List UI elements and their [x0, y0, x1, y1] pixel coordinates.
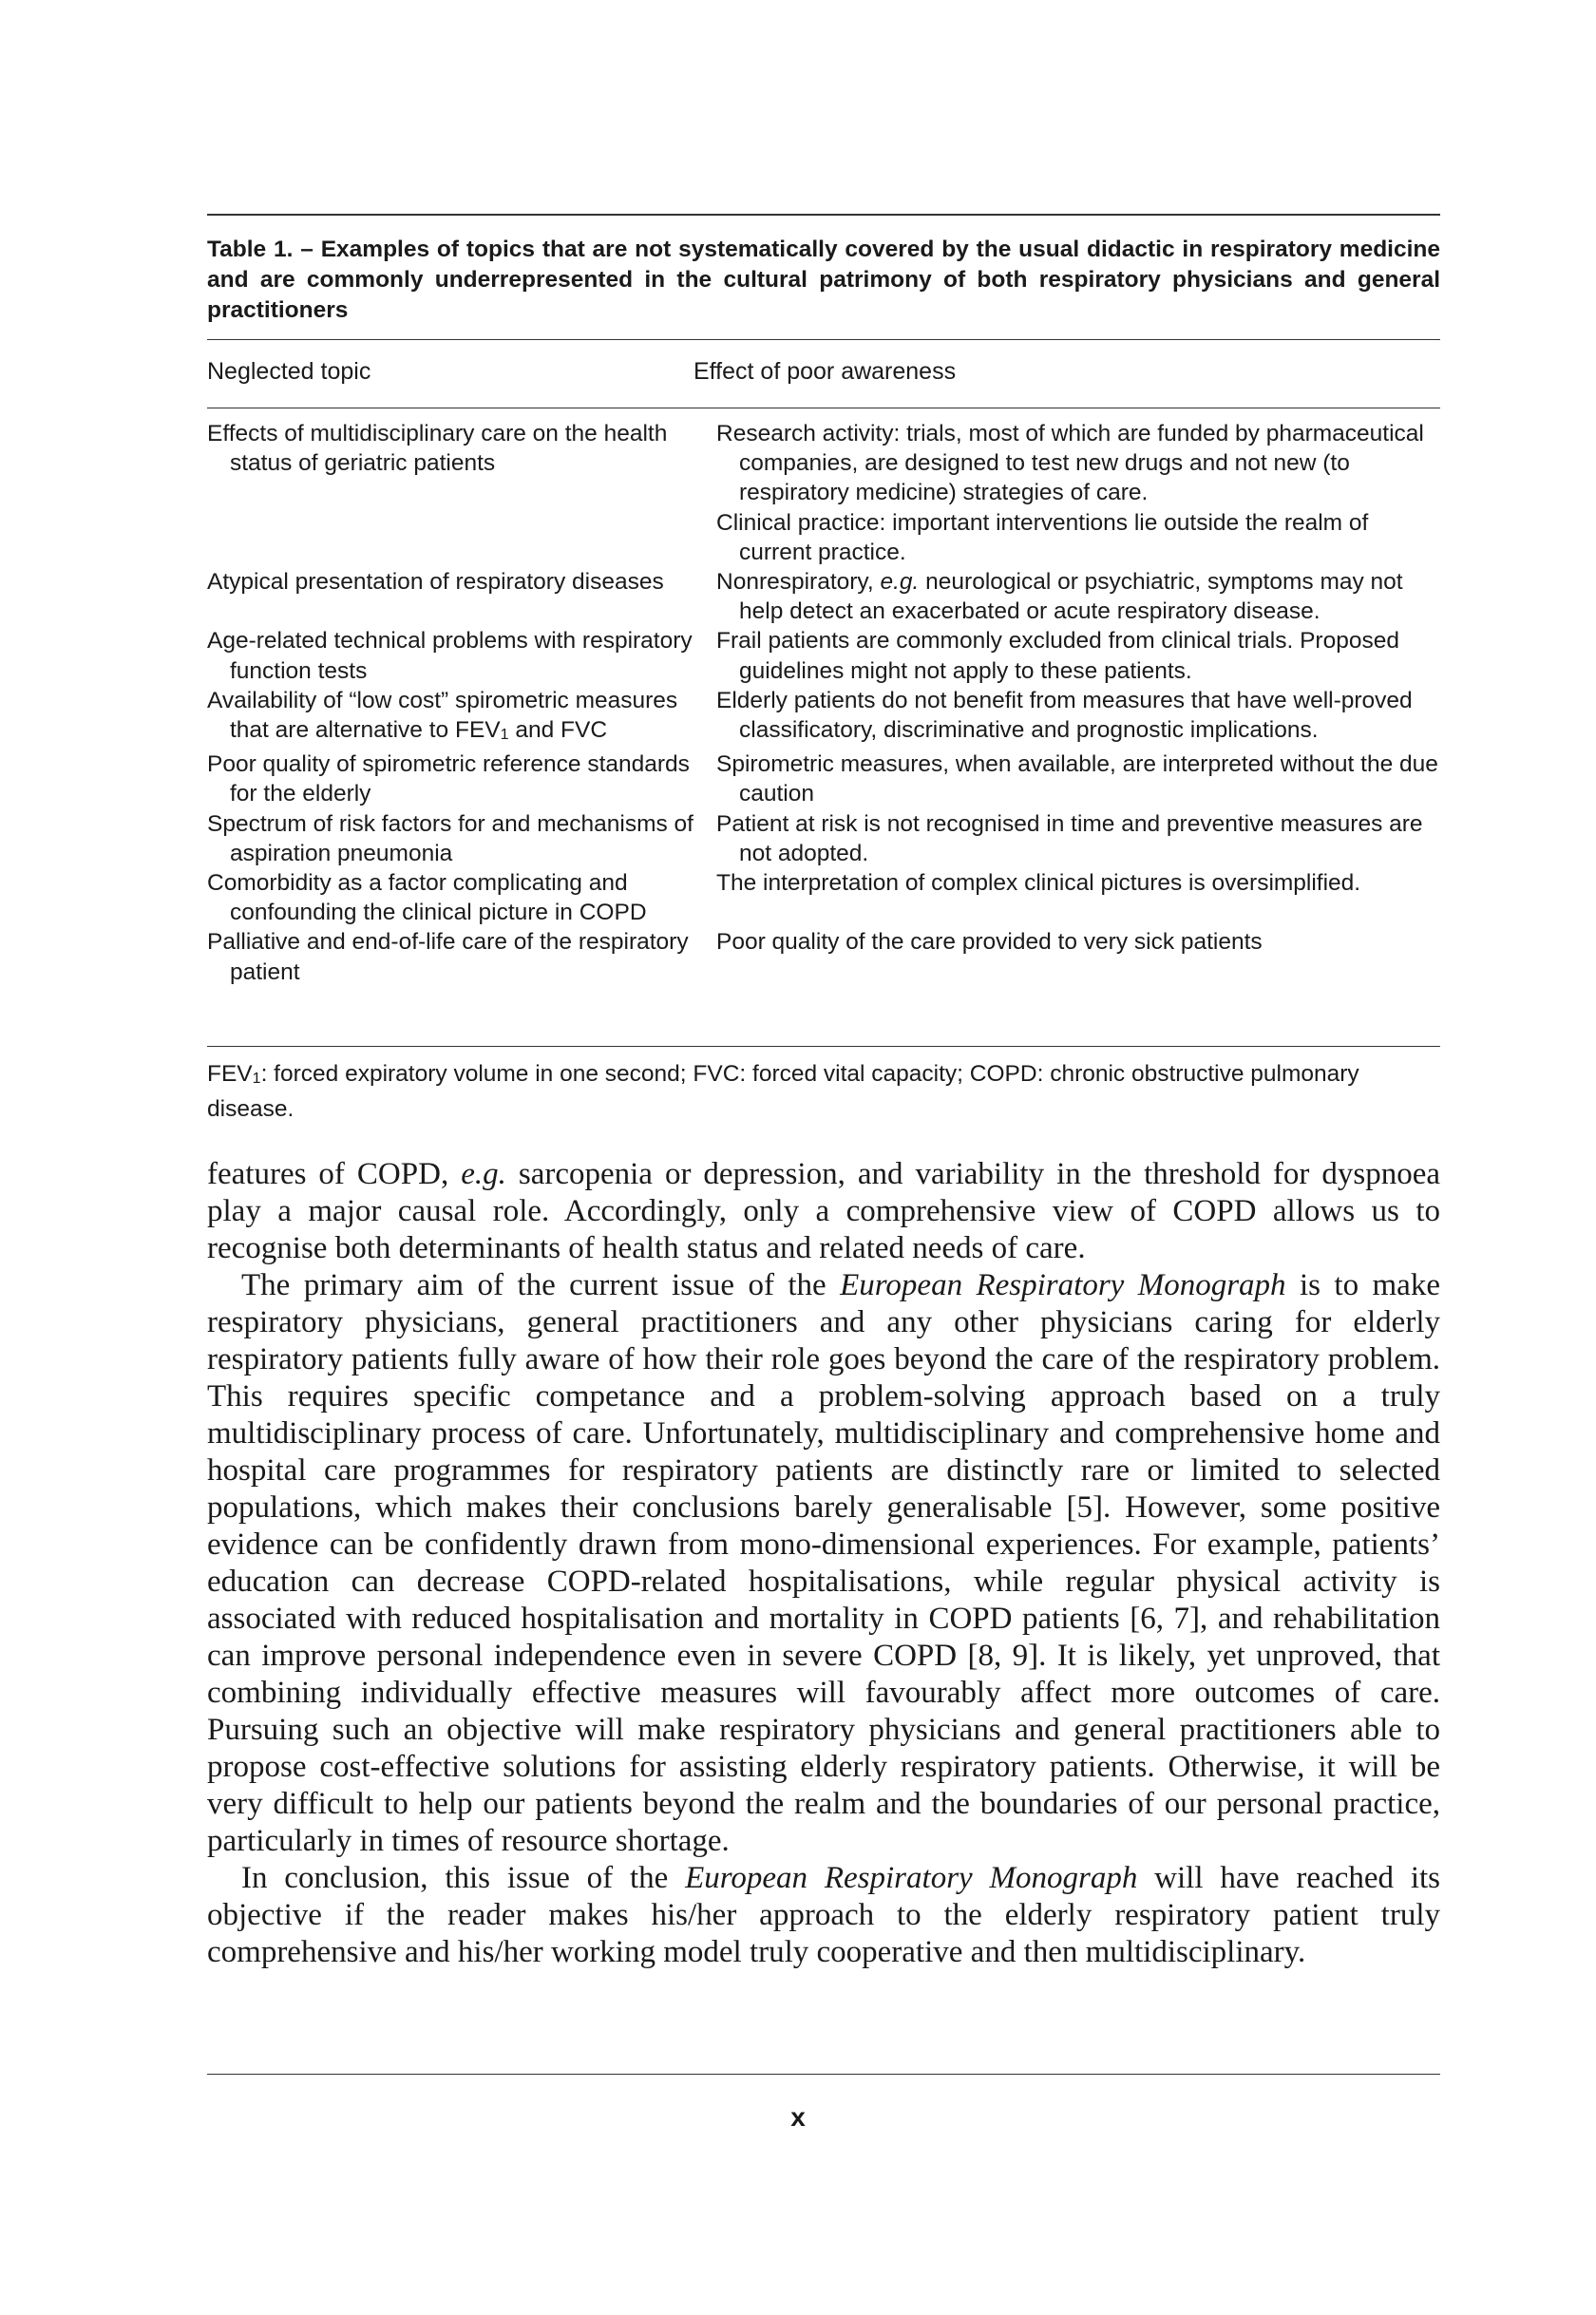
paragraph: The primary aim of the current issue of the European Respiratory Monograph is to make respiratory physicians, general practitioners and any other physicians caring for elderly respiratory patients fully aware of how their role goes beyond the care of the respiratory problem. This requires specific competance and a problem-solving approach based on a truly multidisciplinary process of care. Unfortunately, multidisciplinary and comprehensive home and hospital care programmes for respiratory patients are distinctly rare or limited to selected populations, which makes their conclusions barely generalisable [5]. However, some positive evidence can be confidently drawn from mono-dimensional experiences. For example, patients’ education can decrease COPD-related hospitalisations, while regular physical activity is associated with reduced hospitalisation and mortality in COPD patients [6, 7], and rehabilitation can improve personal independence even in severe COPD [8, 9]. It is likely, yet unproved, that combining individually effective measures will favourably affect more outcomes of care. Pursuing such an objective will make respiratory physicians and general practitioners able to propose cost-effective solutions for assisting elderly respiratory patients. Otherwise, it will be very difficult to help our patients beyond the realm and the boundaries of our personal practice, particularly in times of resource shortage. [207, 1268, 1440, 1858]
topic-cell: Atypical presentation of respiratory diseases [207, 569, 664, 596]
topic-cell: Age-related technical problems with respiratory function tests [207, 628, 693, 684]
effect-cell: The interpretation of complex clinical pictures is oversimplified. [716, 870, 1361, 897]
body-text [207, 1156, 1440, 1971]
effect-cell: Nonrespiratory, e.g. neurological or psychiatric, symptoms may not help detect an exacerbated or acute respiratory disease. [716, 569, 1403, 625]
column-header-effect: Effect of poor awareness [694, 358, 957, 385]
effect-cell: Frail patients are commonly excluded from clinical trials. Proposed guidelines might not apply to these patients. [716, 628, 1399, 684]
topic-cell: Availability of “low cost” spirometric measures that are alternative to $FEV_1$ and FVC [207, 687, 678, 744]
table-row [207, 419, 1440, 567]
table-bottom-rule [207, 1046, 1440, 1047]
effect-cell: Poor quality of the care provided to very sick patients [716, 929, 1263, 956]
column-header-topic: Neglected topic [207, 358, 371, 385]
effect-cell: Research activity: trials, most of which are funded by pharmaceutical companies, are designed to test new drugs and not new (to respiratory medicine) strategies of care. [716, 421, 1424, 506]
paragraph: features of COPD, e.g. sarcopenia or depression, and variability in the threshold for dyspnoea play a major causal role. Accordingly, only a comprehensive view of COPD allows us to recognise both determinants of health status and related needs of care. [207, 1157, 1440, 1265]
table-body [207, 419, 1440, 987]
topic-cell: Poor quality of spirometric reference standards for the elderly [207, 751, 690, 807]
table-row [207, 686, 1440, 750]
topic-cell: Spectrum of risk factors for and mechanisms of aspiration pneumonia [207, 810, 694, 866]
footer-rule [207, 2074, 1440, 2075]
table-row [207, 868, 1440, 927]
paragraph: In conclusion, this issue of the European Respiratory Monograph will have reached its objective if the reader makes his/her approach to the elderly respiratory patient truly comprehensive and his/her working model truly cooperative and then multidisciplinary. [207, 1861, 1441, 1969]
table-row [207, 809, 1440, 868]
topic-cell: Comorbidity as a factor complicating and confounding the clinical picture in COPD [207, 870, 647, 926]
table-row [207, 567, 1440, 626]
effect-cell: Spirometric measures, when available, are interpreted without the due caution [716, 751, 1438, 807]
page-number: x [790, 2102, 806, 2132]
table-row [207, 626, 1440, 685]
effect-cell: Clinical practice: important interventions lie outside the realm of current practice. [716, 509, 1369, 565]
table-top-rule [207, 214, 1440, 216]
table-header-top-rule [207, 339, 1440, 340]
table-row [207, 750, 1440, 808]
topic-cell: Palliative and end-of-life care of the respiratory patient [207, 929, 689, 985]
table-label: Table 1. – [207, 237, 314, 262]
effect-cell: Patient at risk is not recognised in time and preventive measures are not adopted. [716, 810, 1423, 866]
table-title: Examples of topics that are not systematically covered by the usual didactic in respiratory medicine and are commonly underrepresented in the cultural patrimony of both respiratory physicians and general practitioners [207, 237, 1441, 323]
effect-cell: Elderly patients do not benefit from measures that have well-proved classificatory, discriminative and prognostic implications. [716, 687, 1413, 744]
table-row [207, 927, 1440, 986]
table-caption [207, 235, 1440, 326]
table-footnote: $FEV_1$: forced expiratory volume in one second; FVC: forced vital capacity; COPD: chronic obstructive pulmonary disease. [207, 1061, 1359, 1122]
topic-cell: Effects of multidisciplinary care on the health status of geriatric patients [207, 421, 668, 477]
